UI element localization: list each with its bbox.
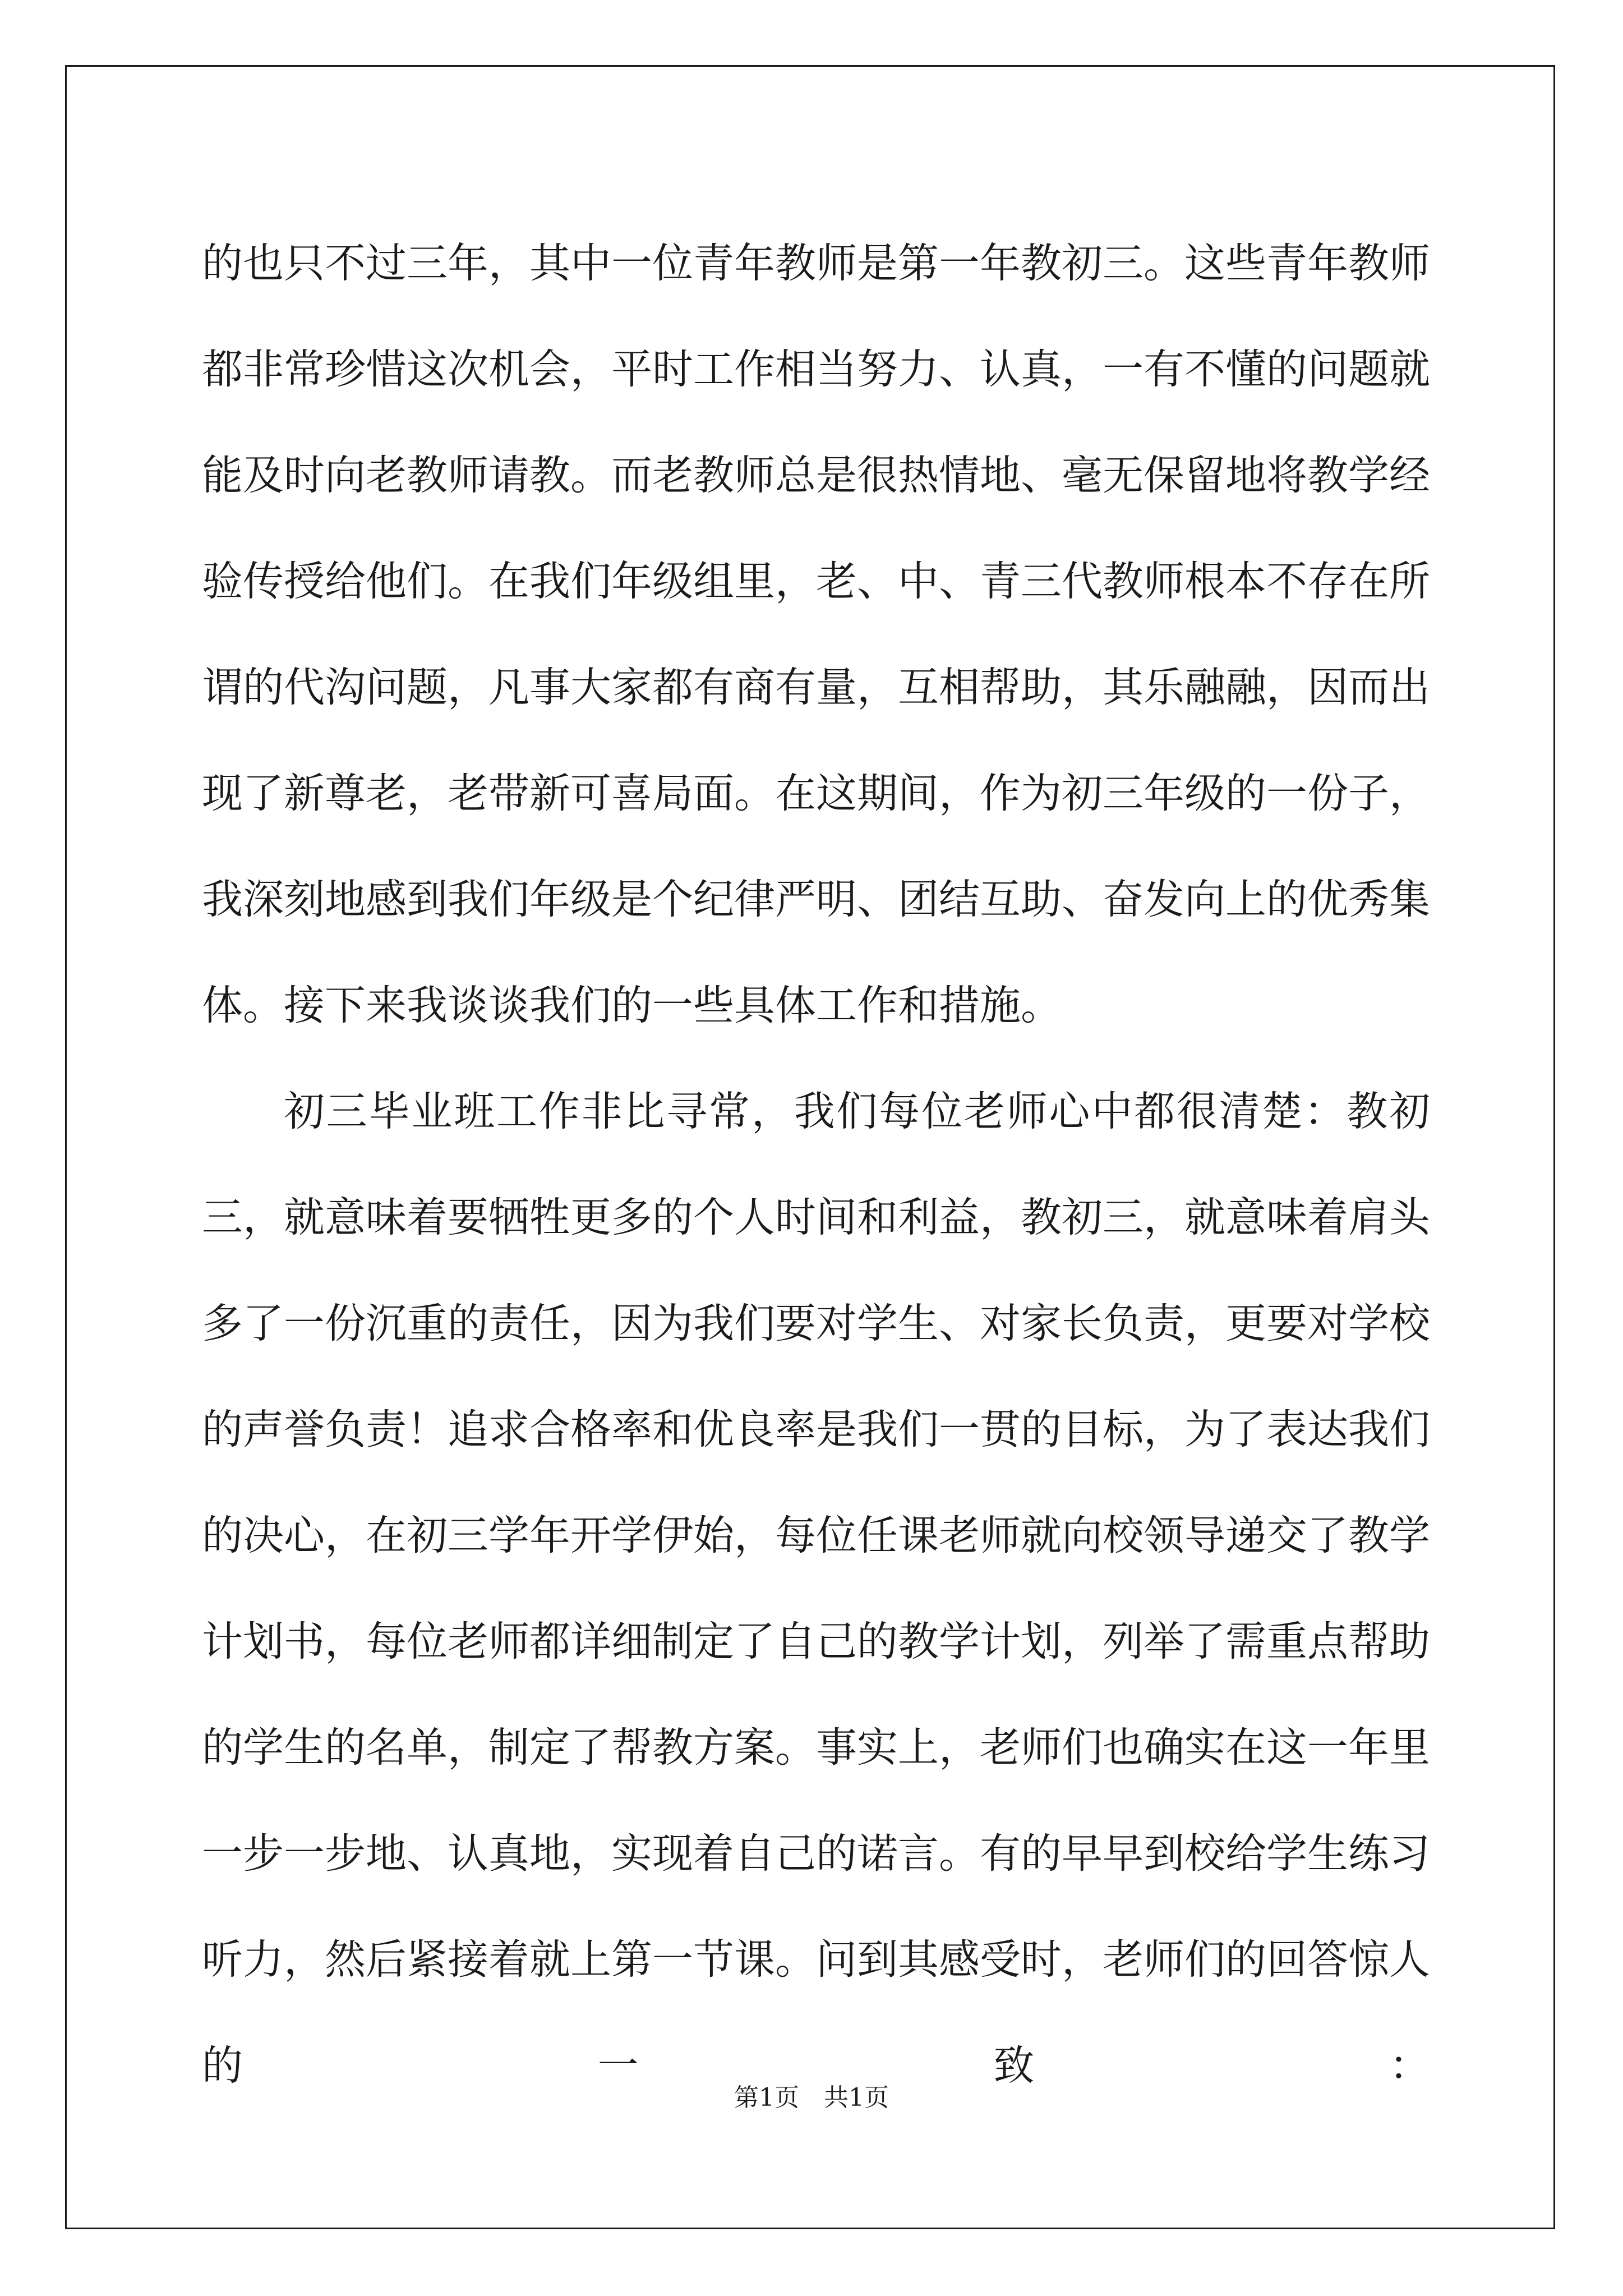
page-number: 第1页: [734, 2083, 799, 2112]
page-footer: [0, 2081, 1623, 2115]
document-body: [202, 210, 1430, 2119]
page-total: 共1页: [824, 2083, 889, 2112]
paragraph-2: 初三毕业班工作非比寻常，我们每位老师心中都很清楚：教初三，就意味着要牺牲更多的个人时间和利益，教初三，就意味着肩头多了一份沉重的责任，因为我们要对学生、对家长负责，更要对学校的声誉负责！追求合格率和优良率是我们一贯的目标，为了表达我们的决心，在初三学年开学伊始，每位任课老师就向校领导递交了教学计划书，每位老师都详细制定了自己的教学计划，列举了需重点帮助的学生的名单，制定了帮教方案。事实上，老师们也确实在这一年里一步一步地、认真地，实现着自己的诺言。有的早早到校给学生练习听力，然后紧接着就上第一节课。问到其感受时，老师们的回答惊人的一致：: [202, 1088, 1430, 2090]
paragraph-1: 的也只不过三年，其中一位青年教师是第一年教初三。这些青年教师都非常珍惜这次机会，平时工作相当努力、认真，一有不懂的问题就能及时向老教师请教。而老教师总是很热情地、毫无保留地将教学经验传授给他们。在我们年级组里，老、中、青三代教师根本不存在所谓的代沟问题，凡事大家都有商有量，互相帮助，其乐融融，因而出现了新尊老，老带新可喜局面。在这期间，作为初三年级的一份子，我深刻地感到我们年级是个纪律严明、团结互助、奋发向上的优秀集体。接下来我谈谈我们的一些具体工作和措施。: [202, 240, 1430, 1029]
